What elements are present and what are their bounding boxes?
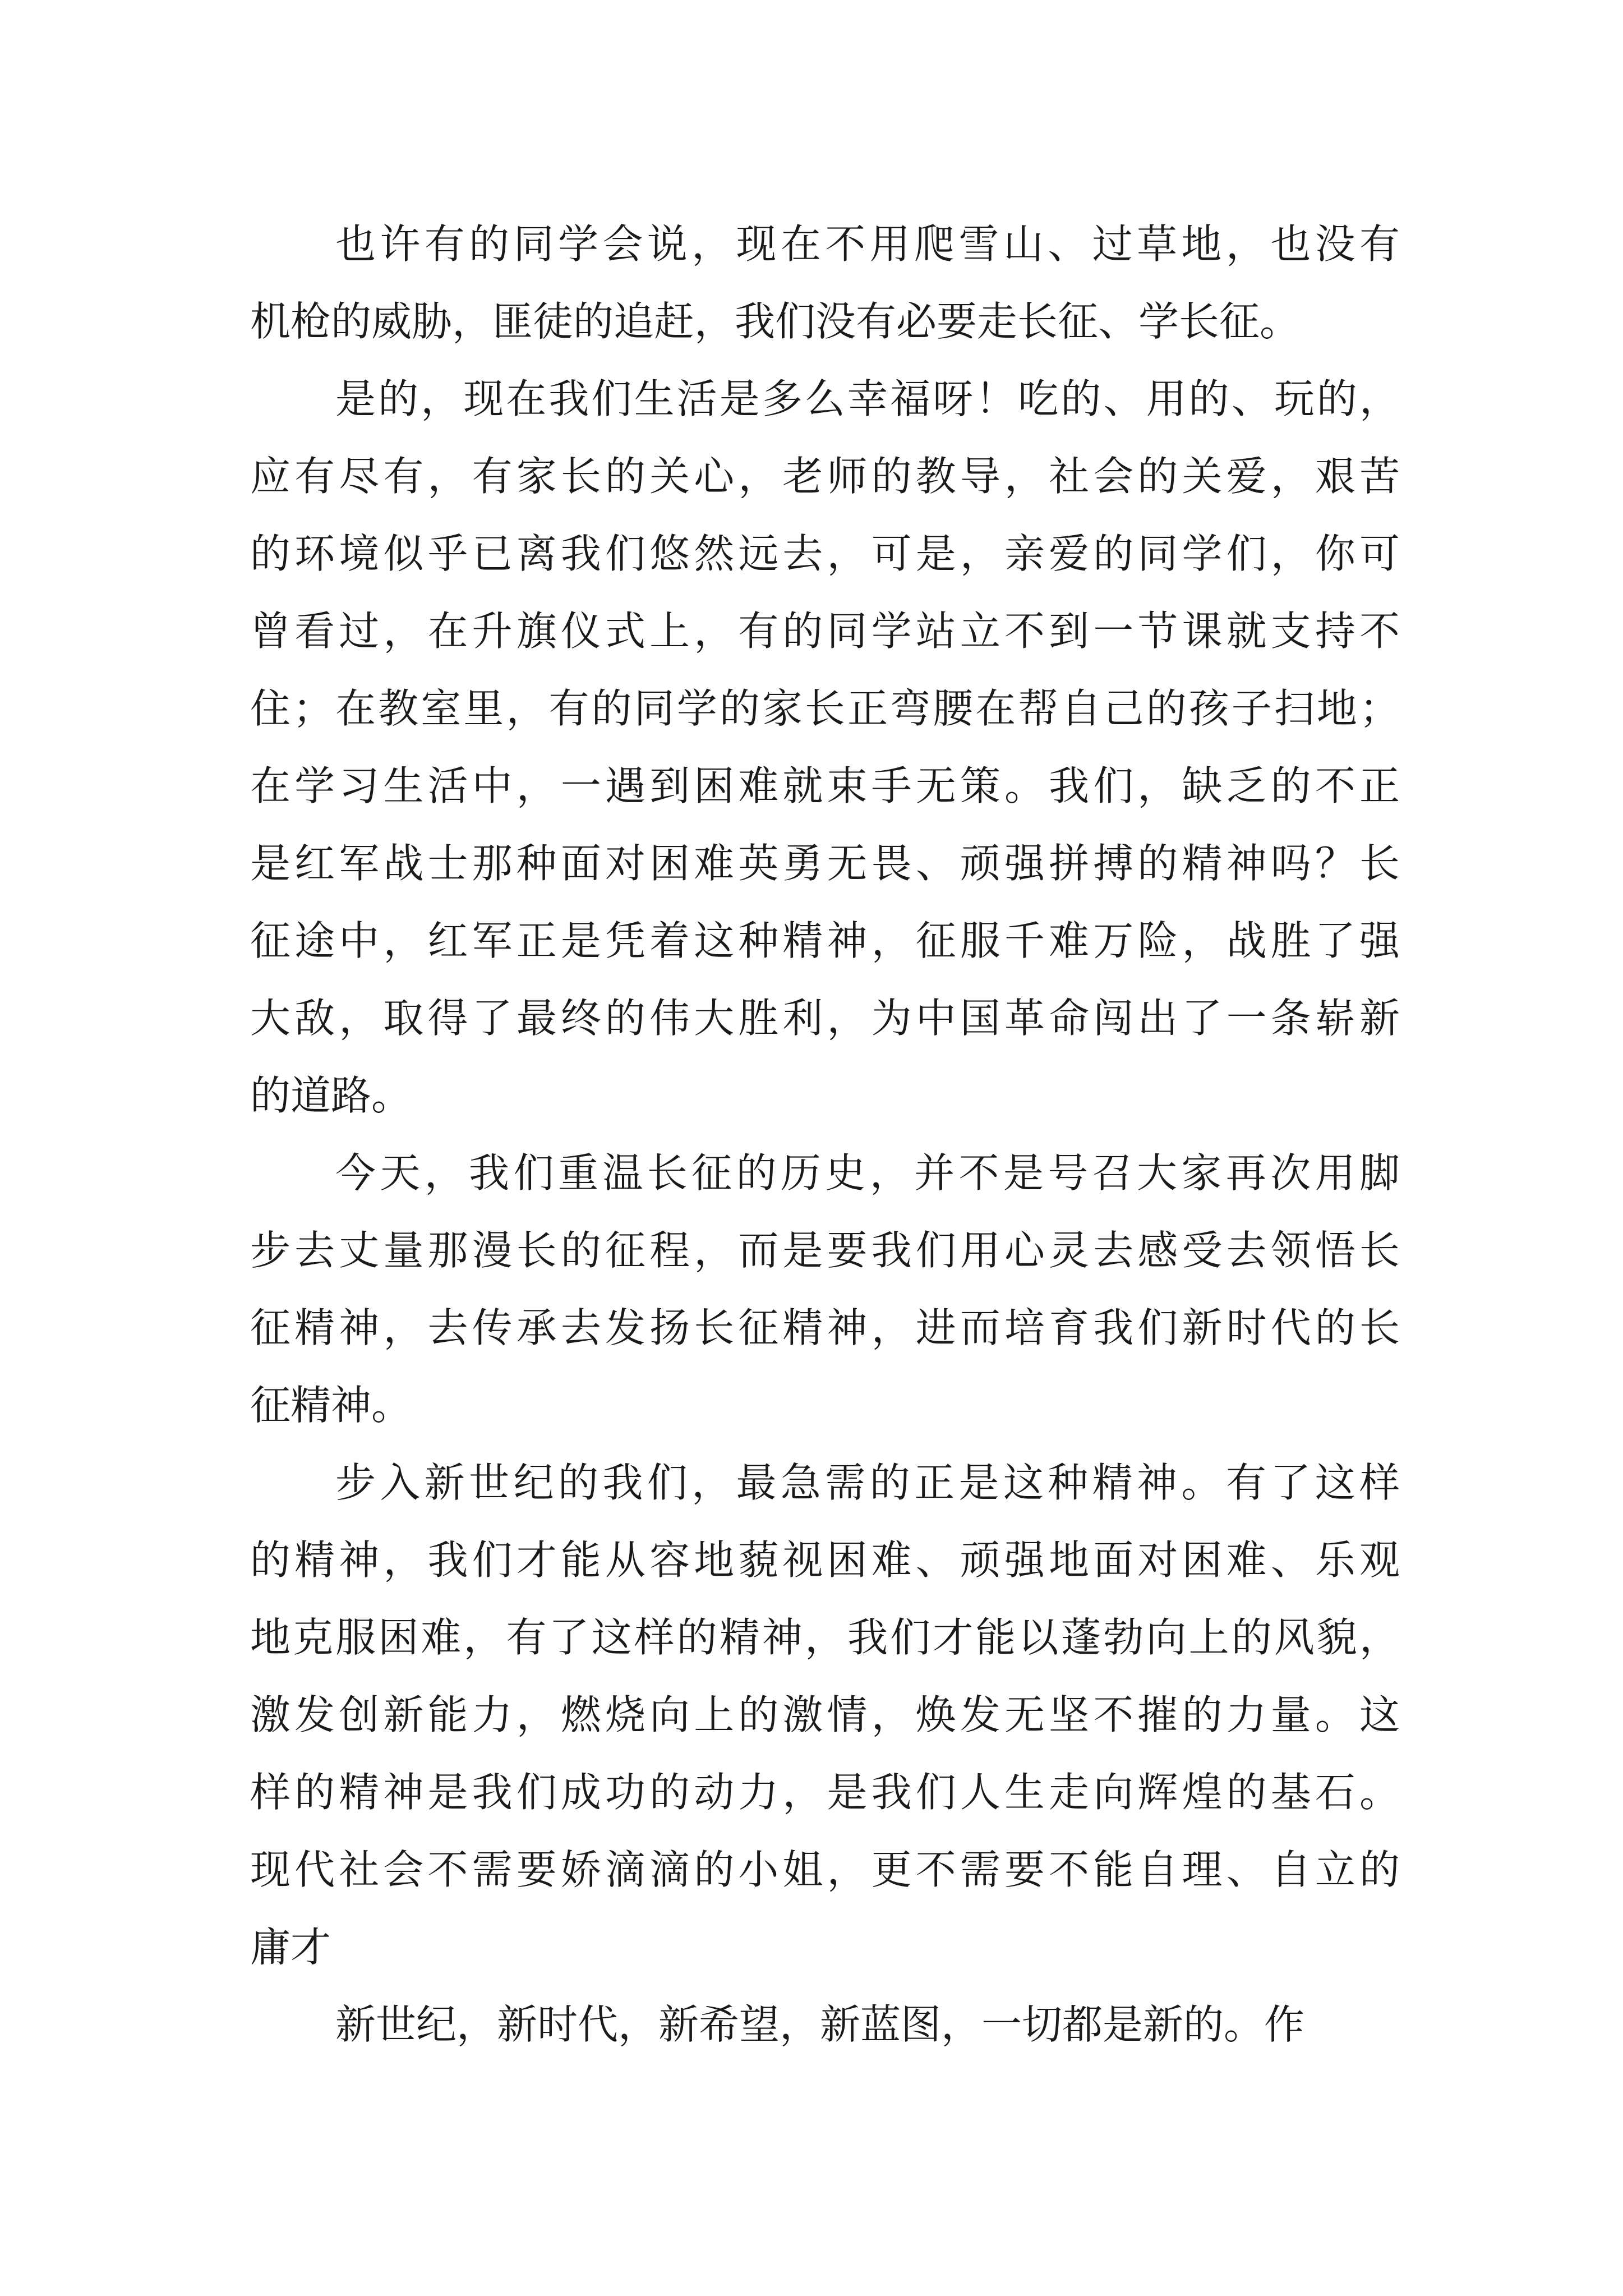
text-line: 的精神，我们才能从容地藐视困难、顽强地面对困难、乐观 <box>250 1536 1400 1584</box>
text-line: 样的精神是我们成功的动力，是我们人生走向辉煌的基石。 <box>250 1769 1400 1816</box>
text-line: 步入新世纪的我们，最急需的正是这种精神。有了这样 <box>335 1459 1400 1506</box>
text-line: 住；在教室里，有的同学的家长正弯腰在帮自己的孩子扫地； <box>250 685 1400 732</box>
text-line: 新世纪，新时代，新希望，新蓝图，一切都是新的。作 <box>335 2001 1305 2048</box>
text-line: 现代社会不需要娇滴滴的小姐，更不需要不能自理、自立的 <box>250 1846 1400 1893</box>
paragraph-2 <box>250 360 1400 1134</box>
text-line: 是的，现在我们生活是多么幸福呀！吃的、用的、玩的， <box>335 375 1400 422</box>
text-line: 激发创新能力，燃烧向上的激情，焕发无坚不摧的力量。这 <box>250 1691 1400 1738</box>
text-line: 步去丈量那漫长的征程，而是要我们用心灵去感受去领悟长 <box>250 1227 1400 1274</box>
paragraph-4 <box>250 1444 1400 1986</box>
text-line: 今天，我们重温长征的历史，并不是号召大家再次用脚 <box>335 1149 1400 1197</box>
text-line: 庸才 <box>250 1924 331 1971</box>
text-line: 机枪的威胁，匪徒的追赶，我们没有必要走长征、学长征。 <box>250 298 1301 345</box>
text-line: 也许有的同学会说，现在不用爬雪山、过草地，也没有 <box>335 220 1400 268</box>
text-line: 大敌，取得了最终的伟大胜利，为中国革命闯出了一条崭新 <box>250 995 1400 1042</box>
text-line: 曾看过，在升旗仪式上，有的同学站立不到一节课就支持不 <box>250 608 1400 655</box>
paragraph-1 <box>250 205 1400 360</box>
text-line: 地克服困难，有了这样的精神，我们才能以蓬勃向上的风貌， <box>250 1614 1400 1661</box>
text-line: 在学习生活中，一遇到困难就束手无策。我们，缺乏的不正 <box>250 762 1400 809</box>
body-text <box>250 205 1400 2063</box>
paragraph-3 <box>250 1134 1400 1444</box>
text-line: 征途中，红军正是凭着这种精神，征服千难万险，战胜了强 <box>250 917 1400 964</box>
paragraph-5 <box>250 1986 1400 2063</box>
text-line: 应有尽有，有家长的关心，老师的教导，社会的关爱，艰苦 <box>250 453 1400 500</box>
text-line: 是红军战士那种面对困难英勇无畏、顽强拼搏的精神吗？长 <box>250 840 1400 887</box>
text-line: 征精神。 <box>250 1382 412 1429</box>
text-line: 的道路。 <box>250 1072 412 1119</box>
text-line: 征精神，去传承去发扬长征精神，进而培育我们新时代的长 <box>250 1304 1400 1351</box>
text-line: 的环境似乎已离我们悠然远去，可是，亲爱的同学们，你可 <box>250 530 1400 577</box>
